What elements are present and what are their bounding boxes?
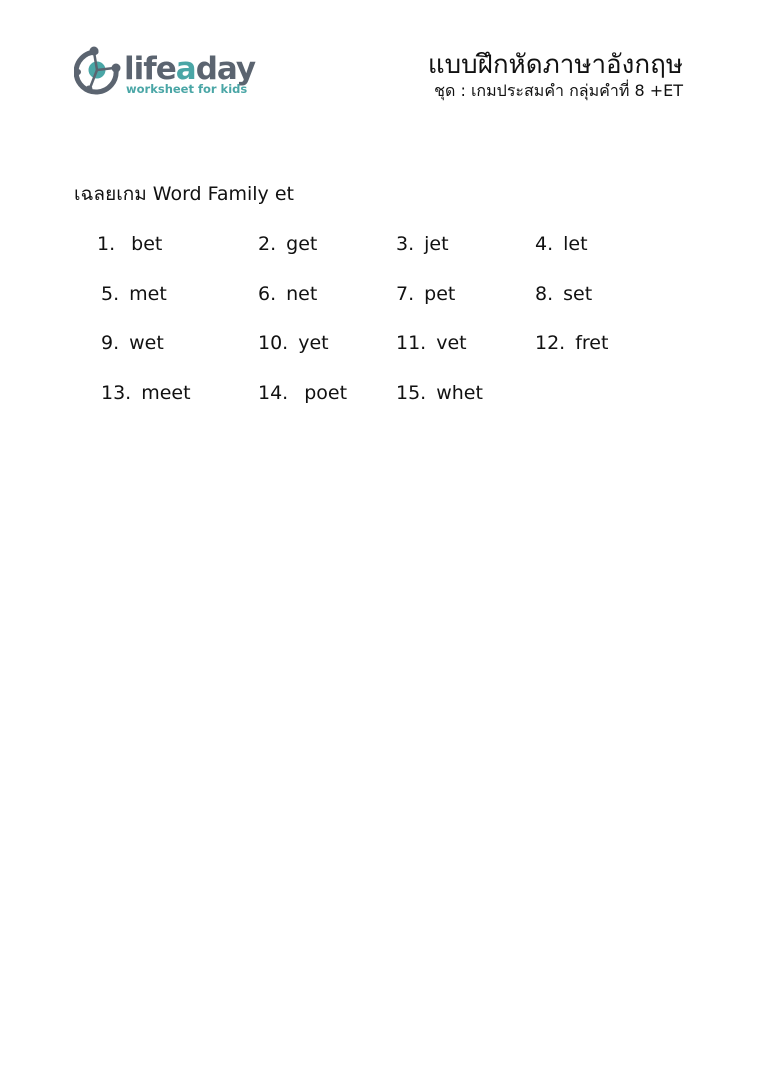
answer-item [535, 231, 588, 257]
answer-item [396, 330, 467, 356]
answer-item [258, 231, 317, 257]
answer-word: bet [131, 233, 163, 255]
answer-item [97, 231, 162, 257]
answer-word: let [563, 233, 588, 255]
answer-number: 15. [396, 382, 427, 404]
logo-wordmark: lifeaday [124, 51, 256, 87]
answer-number: 9. [101, 332, 120, 354]
answer-number: 2. [258, 233, 277, 255]
answer-number: 6. [258, 283, 277, 305]
answer-word: wet [129, 332, 164, 354]
answer-number: 8. [535, 283, 554, 305]
answer-word: jet [424, 233, 449, 255]
answer-number: 4. [535, 233, 554, 255]
answer-word: get [286, 233, 318, 255]
answer-number: 10. [258, 332, 289, 354]
answer-number: 13. [101, 382, 132, 404]
logo-tagline: worksheet for kids [126, 82, 248, 96]
answer-number: 5. [101, 283, 120, 305]
answer-item [396, 231, 449, 257]
answer-word: yet [298, 332, 329, 354]
answer-grid [0, 0, 763, 440]
answer-word: poet [304, 382, 348, 404]
answer-word: fret [575, 332, 609, 354]
answer-number: 14. [258, 382, 289, 404]
answer-number: 3. [396, 233, 415, 255]
page-title: แบบฝึกหัดภาษาอังกฤษ [427, 50, 683, 80]
answer-item [396, 281, 455, 307]
answer-item [535, 330, 608, 356]
answer-number: 1. [97, 233, 116, 255]
answer-item [101, 281, 167, 307]
answer-number: 12. [535, 332, 566, 354]
answer-word: meet [141, 382, 191, 404]
answer-item [396, 380, 483, 406]
answer-word: net [286, 283, 318, 305]
section-title: เฉลยเกม Word Family et [74, 183, 294, 205]
answer-word: set [563, 283, 593, 305]
page-subtitle: ชุด : เกมประสมคำ กลุ่มคำที่ 8 +ET [434, 81, 683, 100]
answer-item [535, 281, 592, 307]
answer-item [101, 380, 191, 406]
answer-word: pet [424, 283, 456, 305]
answer-number: 7. [396, 283, 415, 305]
answer-word: whet [436, 382, 483, 404]
answer-item [258, 380, 347, 406]
answer-number: 11. [396, 332, 427, 354]
answer-word: met [129, 283, 167, 305]
answer-item [258, 281, 317, 307]
answer-word: vet [436, 332, 467, 354]
answer-item [101, 330, 164, 356]
answer-item [258, 330, 329, 356]
